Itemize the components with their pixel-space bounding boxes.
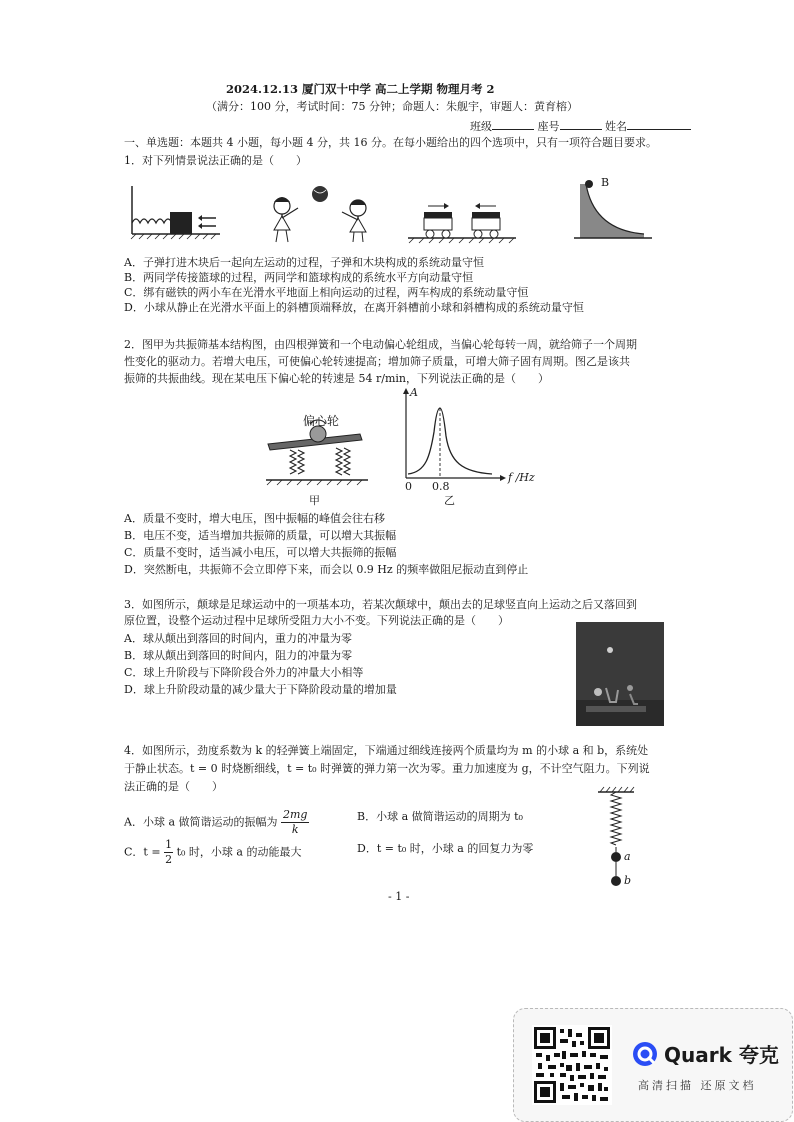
q4-option-a[interactable] [124, 808, 309, 838]
q2-option-c[interactable]: C．质量不变时，适当减小电压，可以增大共振筛的振幅 [124, 546, 397, 559]
q1-fig-curved-ramp [574, 180, 652, 238]
quark-logo-icon [632, 1041, 658, 1067]
q3-football-photo [576, 622, 664, 726]
q2-stem-line2: 性变化的驱动力。若增大电压，可使偏心轮转速提高；增加筛子质量，可增大筛子固有周期。图乙是该共 [124, 355, 630, 368]
name-label: 姓名 [605, 120, 627, 133]
q3-option-a[interactable]: A．球从颠出到落回的时间内，重力的冲量为零 [124, 632, 352, 645]
q2-axis-x-label: f /Hz [508, 471, 535, 484]
q4-ball-b-label: b [624, 874, 632, 887]
q2-option-b[interactable]: B．电压不变，适当增加共振筛的质量，可以增大其振幅 [124, 529, 397, 542]
q4-option-a-denominator: k [291, 823, 299, 836]
q2-axis-origin: 0 [405, 480, 412, 493]
seat-blank[interactable] [560, 118, 602, 130]
q1-option-c[interactable]: C．绑有磁铁的两小车在光滑水平地面上相向运动的过程，两车构成的系统动量守恒 [124, 286, 529, 299]
q2-stem-line1: 2．图甲为共振筛基本结构图，由四根弹簧和一个电动偏心轮组成，当偏心轮每转一周，就给筛子一个周期 [124, 338, 637, 351]
q2-peak-tick: 0.8 [432, 480, 450, 493]
q4-stem-line1: 4．如图所示，劲度系数为 k 的轻弹簧上端固定，下端通过细线连接两个质量均为 m 的小球 a 和 b，系统处 [124, 744, 649, 757]
q2-resonance-curve [396, 386, 506, 490]
q1-fig-label-b: B [601, 176, 610, 189]
q2-axis-y-label: A [410, 386, 418, 399]
q3-stem-line1: 3．如图所示，颠球是足球运动中的一项基本功，若某次颠球中，颠出去的足球竖直向上运动之后又落回到 [124, 598, 637, 611]
page-number: - 1 - [388, 890, 410, 903]
student-info-line [470, 118, 691, 134]
q2-option-d[interactable]: D．突然断电，共振筛不会立即停下来，而会以 0.9 Hz 的频率做阻尼振动直到停止 [124, 563, 529, 576]
quark-tagline: 高清扫描 还原文档 [638, 1079, 757, 1092]
quark-watermark-card [513, 1008, 793, 1122]
q4-option-c-fraction [164, 838, 173, 867]
q3-stem-line2: 原位置，设整个运动过程中足球所受阻力大小不变。下列说法正确的是（ ） [124, 614, 509, 627]
quark-brand [632, 1039, 779, 1068]
name-blank[interactable] [627, 118, 691, 130]
q3-option-c[interactable]: C．球上升阶段与下降阶段合外力的冲量大小相等 [124, 666, 364, 679]
q4-option-c-prefix: C．t = [124, 845, 161, 859]
q4-option-a-text: A．小球 a 做简谐运动的振幅为 [124, 815, 278, 829]
q3-option-b[interactable]: B．球从颠出到落回的时间内，阻力的冲量为零 [124, 649, 353, 662]
q2-fig-eccentric-label: 偏心轮 [303, 414, 340, 428]
section-heading: 一、单选题：本题共 4 小题，每小题 4 分，共 16 分。在每小题给出的四个选项中，只有一项符合题目要求。 [124, 136, 657, 149]
q4-option-c-numerator: 1 [165, 838, 173, 851]
class-label: 班级 [470, 120, 492, 133]
q1-figures [124, 178, 684, 248]
q4-stem-line2: 于静止状态。t = 0 时烧断细线，t = t₀ 时弹簧的弹力第一次为零。重力加速度为 g，不计空气阻力。下列说 [124, 762, 650, 775]
q1-fig-magnet-carts [408, 203, 516, 243]
q1-stem: 1．对下列情景说法正确的是（ ） [124, 154, 307, 167]
q4-spring-balls-fig [594, 786, 638, 890]
q2-fig-caption-jia: 甲 [309, 494, 320, 507]
q1-fig-girls-ball [274, 186, 366, 242]
q4-option-b[interactable]: B．小球 a 做简谐运动的周期为 t₀ [357, 810, 523, 823]
seat-label: 座号 [537, 120, 560, 133]
q1-fig-spring-block [131, 186, 220, 239]
exam-subtitle: （满分：100 分，考试时间：75 分钟；命题人：朱舰宇，审题人：黄育榕） [206, 100, 578, 113]
q4-option-a-fraction [281, 808, 309, 837]
q2-stem-line3: 振筛的共振曲线。现在某电压下偏心轮的转速是 54 r/min，下列说法正确的是（ ） [124, 372, 549, 385]
q4-option-a-numerator: 2mg [283, 808, 308, 821]
q1-option-d[interactable]: D．小球从静止在光滑水平面上的斜槽顶端释放，在离开斜槽前小球和斜槽构成的系统动量守恒 [124, 301, 584, 314]
exam-title: 2024.12.13 厦门双十中学 高二上学期 物理月考 2 [226, 82, 495, 96]
q4-option-c[interactable] [124, 838, 301, 868]
q2-fig-caption-yi: 乙 [444, 494, 455, 507]
q4-option-c-denominator: 2 [165, 853, 173, 866]
q4-option-d[interactable]: D．t = t₀ 时，小球 a 的回复力为零 [357, 842, 534, 855]
qr-code-icon [532, 1025, 612, 1105]
q4-ball-a-label: a [624, 850, 631, 863]
q3-option-d[interactable]: D．球上升阶段动量的减少量大于下降阶段动量的增加量 [124, 683, 397, 696]
class-blank[interactable] [492, 118, 534, 130]
q4-stem-line3: 法正确的是（ ） [124, 780, 223, 793]
q2-option-a[interactable]: A．质量不变时，增大电压，图中振幅的峰值会往右移 [124, 512, 385, 525]
quark-brand-text: Quark 夸克 [664, 1043, 779, 1067]
q1-option-a[interactable]: A．子弹打进木块后一起向左运动的过程，子弹和木块构成的系统动量守恒 [124, 256, 484, 269]
q1-option-b[interactable]: B．两同学传接篮球的过程，两同学和篮球构成的系统水平方向动量守恒 [124, 271, 474, 284]
q4-option-c-suffix: t₀ 时，小球 a 的动能最大 [176, 845, 302, 859]
